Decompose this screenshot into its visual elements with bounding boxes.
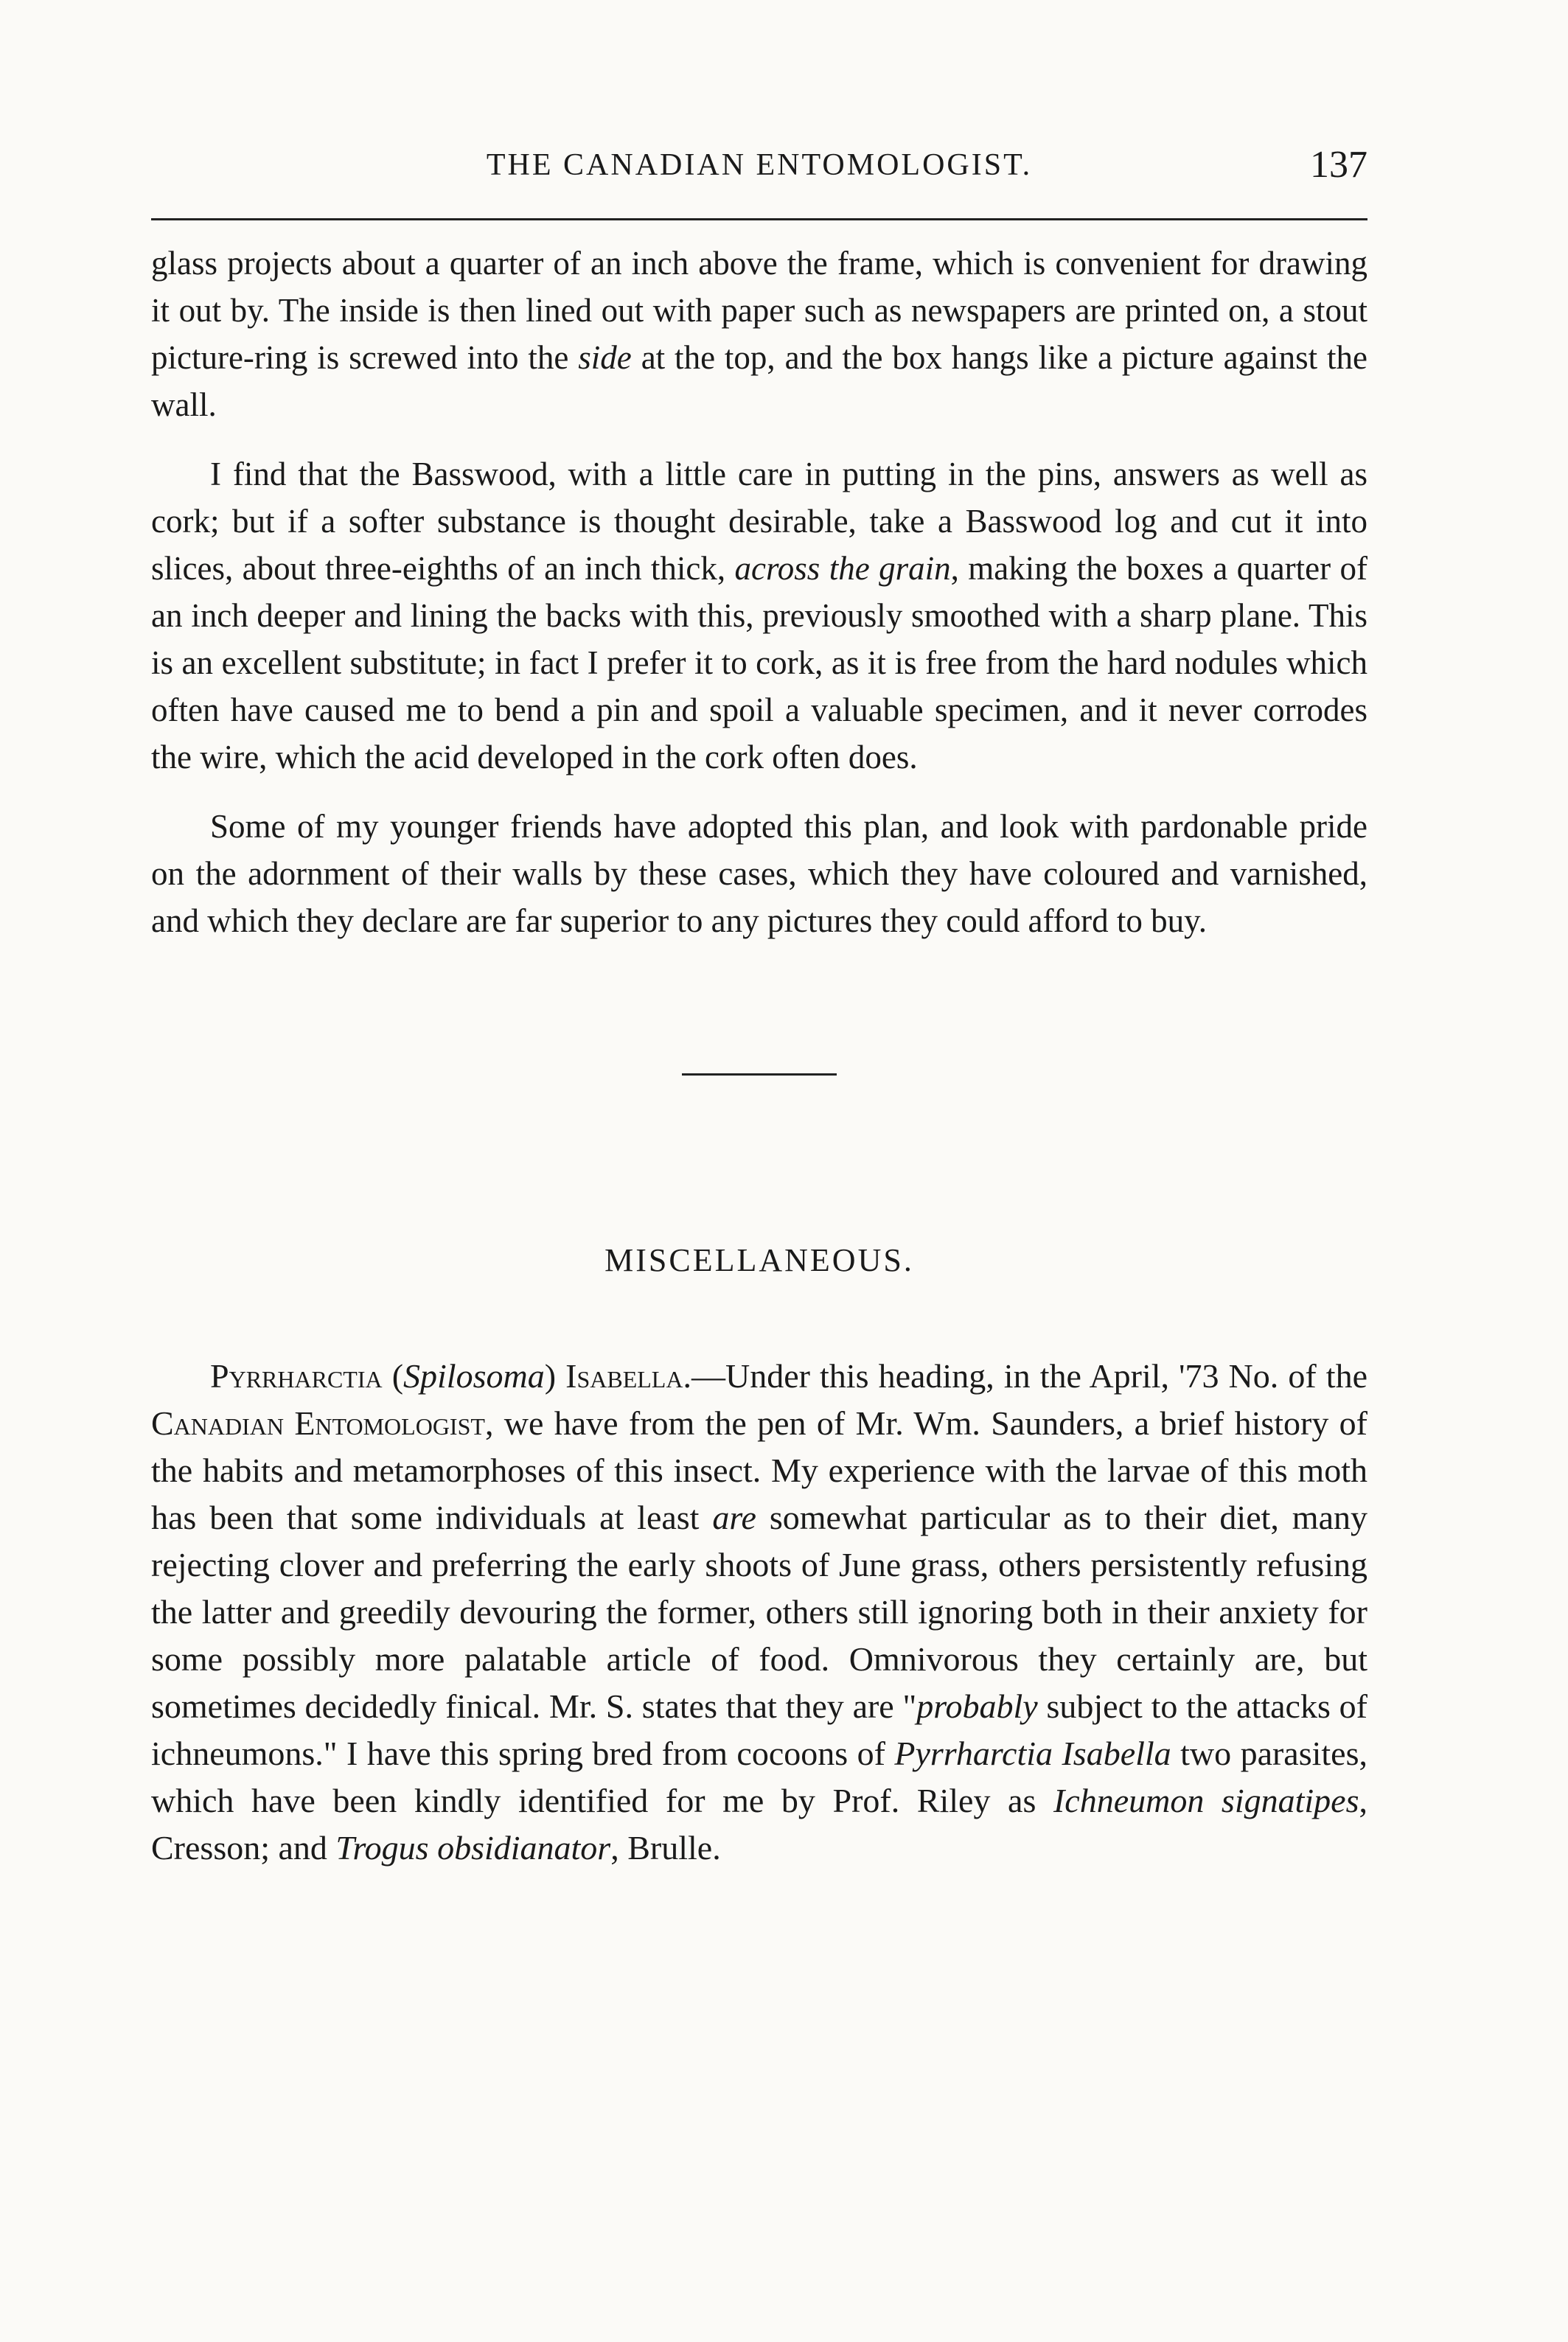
page-number: 137 xyxy=(1310,144,1367,186)
emphasis-across-grain: across the grain xyxy=(734,550,951,587)
paragraph-continuation: glass projects about a quarter of an inch above the frame, which is convenient for drawing it out by. The inside is then lined out with paper such as newspapers are printed on, a stout picture-ring is screwed into the side at the top, and the box hangs like a picture against the wall. xyxy=(151,245,1367,423)
journal-title: THE CANADIAN ENTOMOLOGIST. xyxy=(486,148,1033,182)
paragraph-basswood: I find that the Basswood, with a little care in putting in the pins, answers as well as cork; but if a softer substance is thought desirable, take a Basswood log and cut it into slices, about three-eighths of an inch thick, across the grain, making the boxes a quarter of an inch deeper and lining the backs with this, previously smoothed with a sharp plane. This is an excellent substitute; in fact I prefer it to cork, as it is free from the hard nodules which often have caused me to bend a pin and spoil a valuable specimen, and it never corrodes the wire, which the acid developed in the cork often does. xyxy=(151,456,1367,776)
paragraph-younger-friends: Some of my younger friends have adopted this plan, and look with pardonable pride on the adornment of their walls by these cases, which they have coloured and varnished, and which they declare are far superior to any pictures they could afford to buy. xyxy=(151,808,1367,939)
section-separator xyxy=(682,1073,837,1076)
running-head xyxy=(151,144,1367,206)
page xyxy=(151,144,1368,1872)
section-heading: MISCELLANEOUS. xyxy=(604,1242,914,1278)
misc-section xyxy=(151,1353,1367,1872)
emphasis-side: side xyxy=(578,339,632,376)
paragraph-pyrrharctia: Pyrrharctia (Spilosoma) Isabella.—Under this heading, in the April, '73 No. of the Canadian Entomologist, we have from the pen of Mr. Wm. Saunders, a brief history of the habits and metamorphoses of this insect. My experience with the larvae of this moth has been that some individuals at least are somewhat particular as to their diet, many rejecting clover and preferring the early shoots of June grass, others persistently refusing the latter and greedily devouring the former, others still ignoring both in their anxiety for some possibly more palatable article of food. Omnivorous they certainly are, but sometimes decidedly finical. Mr. S. states that they are "probably subject to the attacks of ichneumons." I have this spring bred from cocoons of Pyrrharctia Isabella two parasites, which have been kindly identified for me by Prof. Riley as Ichneumon signatipes, Cresson; and Trogus obsidianator, Brulle. xyxy=(151,1357,1368,1867)
